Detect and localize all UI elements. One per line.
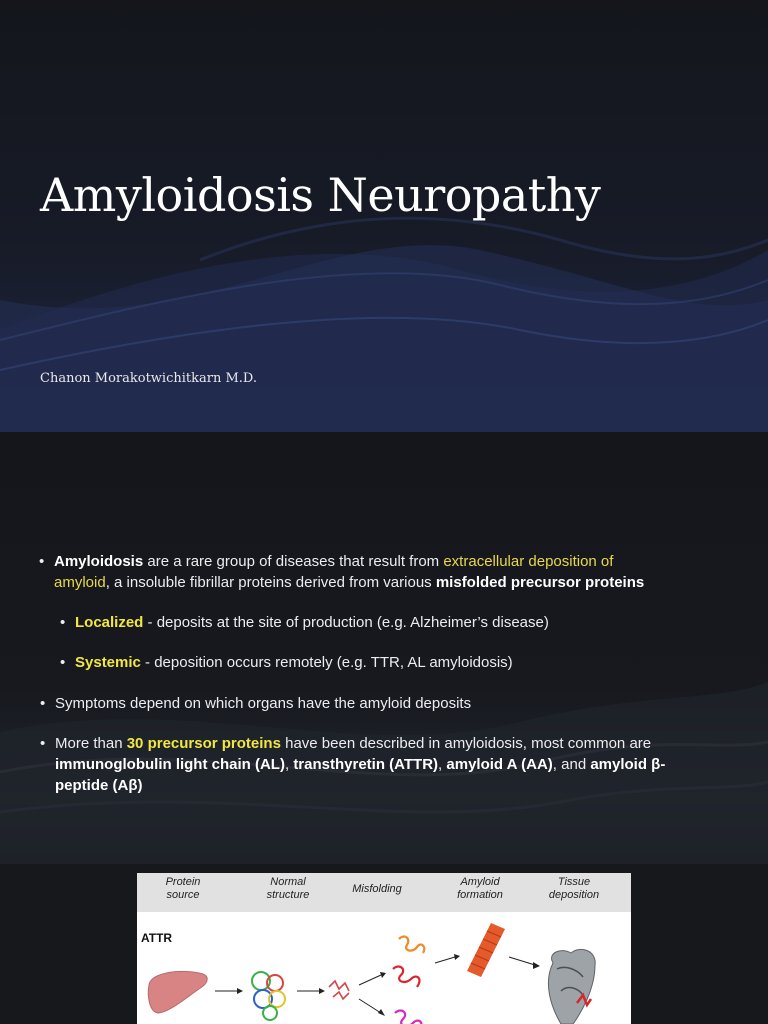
bullet-localized bbox=[60, 612, 735, 633]
author-name: Chanon Morakotwichitkarn M.D. bbox=[40, 371, 258, 386]
misfolded-monomer-icon bbox=[329, 981, 349, 999]
term-localized: Localized bbox=[75, 614, 144, 631]
text: , a insoluble fibrillar proteins derived from various bbox=[105, 574, 436, 591]
header-line: structure bbox=[266, 889, 310, 901]
term-amyloidosis: Amyloidosis bbox=[54, 553, 144, 570]
bullet-icon: • bbox=[60, 654, 66, 671]
pathway-illustration bbox=[137, 873, 631, 1024]
liver-icon bbox=[148, 972, 207, 1014]
text: - deposition occurs remotely (e.g. TTR, AL amyloidosis) bbox=[140, 654, 513, 671]
header-line: Tissue bbox=[557, 876, 591, 888]
highlight-text: amyloid bbox=[54, 574, 106, 591]
text: , bbox=[438, 756, 447, 773]
bullet-symptoms bbox=[40, 693, 735, 714]
arrow-icon bbox=[435, 957, 455, 963]
oligomer-icon bbox=[393, 937, 424, 1024]
header-line: source bbox=[166, 889, 200, 901]
bullet-precursor-proteins bbox=[40, 733, 745, 796]
text: , bbox=[284, 756, 294, 773]
arrow-icon bbox=[319, 988, 325, 994]
content-slide bbox=[0, 432, 768, 864]
slide-title: Amyloidosis Neuropathy bbox=[40, 168, 601, 222]
row-label-attr: ATTR bbox=[141, 931, 173, 945]
bullet-icon: • bbox=[60, 614, 66, 631]
arrow-icon bbox=[454, 954, 460, 960]
term-amyloid-beta: amyloid β- bbox=[590, 756, 666, 773]
title-slide bbox=[0, 0, 768, 432]
tetramer-icon bbox=[252, 972, 285, 1020]
term-systemic: Systemic bbox=[75, 654, 141, 671]
header-line: formation bbox=[457, 889, 503, 901]
text: are a rare group of diseases that result from bbox=[143, 553, 444, 570]
amyloid-pathway-figure bbox=[137, 873, 631, 1024]
figure-slide bbox=[0, 864, 768, 1024]
arrow-icon bbox=[378, 1009, 385, 1016]
term-aa: amyloid A (AA) bbox=[446, 756, 553, 773]
arrow-icon bbox=[237, 988, 243, 994]
header-line: Amyloid bbox=[460, 876, 500, 888]
bullet-icon: • bbox=[39, 553, 45, 570]
amyloid-fibril-icon bbox=[467, 923, 505, 977]
bullet-icon: • bbox=[40, 735, 46, 752]
term-misfolded-proteins: misfolded precursor proteins bbox=[435, 574, 645, 591]
arrow-icon bbox=[359, 975, 381, 985]
term-attr: transthyretin (ATTR) bbox=[293, 756, 439, 773]
text: - deposits at the site of production (e.g. Alzheimer’s disease) bbox=[143, 614, 549, 631]
bullet-amyloidosis-definition bbox=[39, 551, 734, 593]
text: Symptoms depend on which organs have the amyloid deposits bbox=[55, 695, 472, 712]
text: More than bbox=[55, 735, 127, 752]
highlight-text: extracellular deposition of bbox=[443, 553, 614, 570]
text: have been described in amyloidosis, most common are bbox=[280, 735, 652, 752]
term-30-precursor-proteins: 30 precursor proteins bbox=[126, 735, 281, 752]
heart-icon bbox=[548, 949, 595, 1024]
bullet-icon: • bbox=[40, 695, 46, 712]
header-line: deposition bbox=[548, 889, 600, 901]
header-line: Protein bbox=[165, 876, 201, 888]
arrow-icon bbox=[533, 962, 540, 969]
term-amyloid-beta-cont: peptide (Aβ) bbox=[55, 777, 143, 794]
header-line: Normal bbox=[270, 876, 306, 888]
text: , and bbox=[552, 756, 591, 773]
term-al: immunoglobulin light chain (AL) bbox=[55, 756, 285, 773]
wave-background bbox=[0, 432, 768, 864]
arrow-icon bbox=[509, 957, 535, 965]
header-line: Misfolding bbox=[352, 883, 402, 895]
arrow-icon bbox=[359, 999, 381, 1013]
bullet-systemic bbox=[60, 652, 735, 673]
